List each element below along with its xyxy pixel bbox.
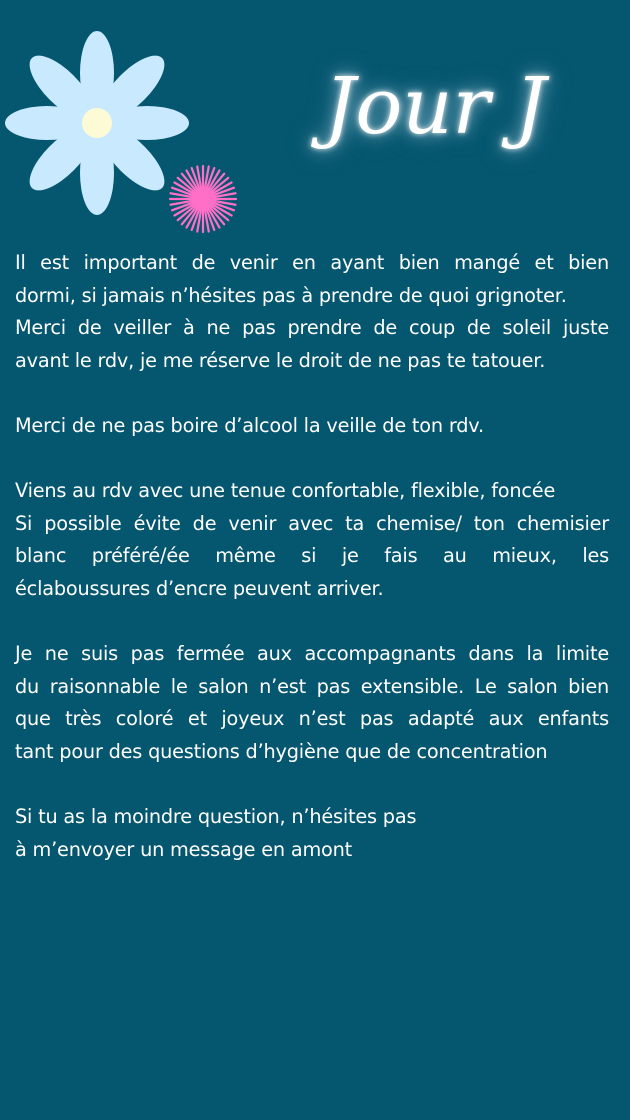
text-line: tant pour des questions d’hygiène que de concentration xyxy=(15,739,548,763)
text-line: Merci de veiller à ne pas prendre de coup de soleil juste xyxy=(15,316,609,340)
paragraph-clothing xyxy=(15,475,609,605)
paragraph-questions xyxy=(15,801,609,866)
paragraph-meal-sleep xyxy=(15,247,609,377)
text-line: Si possible évite de venir avec ta chemise/ ton chemisier xyxy=(15,511,609,535)
info-text xyxy=(15,247,609,899)
text-line: Merci de ne pas boire d’alcool la veille de ton rdv. xyxy=(15,413,484,437)
text-line: Si tu as la moindre question, n’hésites pas xyxy=(15,805,417,829)
starburst-flower-icon xyxy=(166,162,240,236)
text-line: du raisonnable le salon n’est pas extensible. Le salon bien xyxy=(15,674,609,698)
paragraph-companions xyxy=(15,638,609,768)
text-line: Viens au rdv avec une tenue confortable, flexible, foncée xyxy=(15,479,556,503)
text-line: avant le rdv, je me réserve le droit de ne pas te tatouer. xyxy=(15,348,546,372)
text-line: que très coloré et joyeux n’est pas adapté aux enfants xyxy=(15,707,609,731)
page-title: Jour J xyxy=(324,62,546,152)
text-line: Il est important de venir en ayant bien mangé et bien xyxy=(15,251,609,274)
text-line: à m’envoyer un message en amont xyxy=(15,837,353,861)
paragraph-alcohol xyxy=(15,410,609,443)
text-line: Je ne suis pas fermée aux accompagnants dans la limite xyxy=(15,642,609,666)
text-line: dormi, si jamais n’hésites pas à prendre de quoi grignoter. xyxy=(15,283,567,307)
text-line: blanc préféré/ée même si je fais au mieux, les xyxy=(15,544,609,568)
text-line: éclaboussures d’encre peuvent arriver. xyxy=(15,576,384,600)
